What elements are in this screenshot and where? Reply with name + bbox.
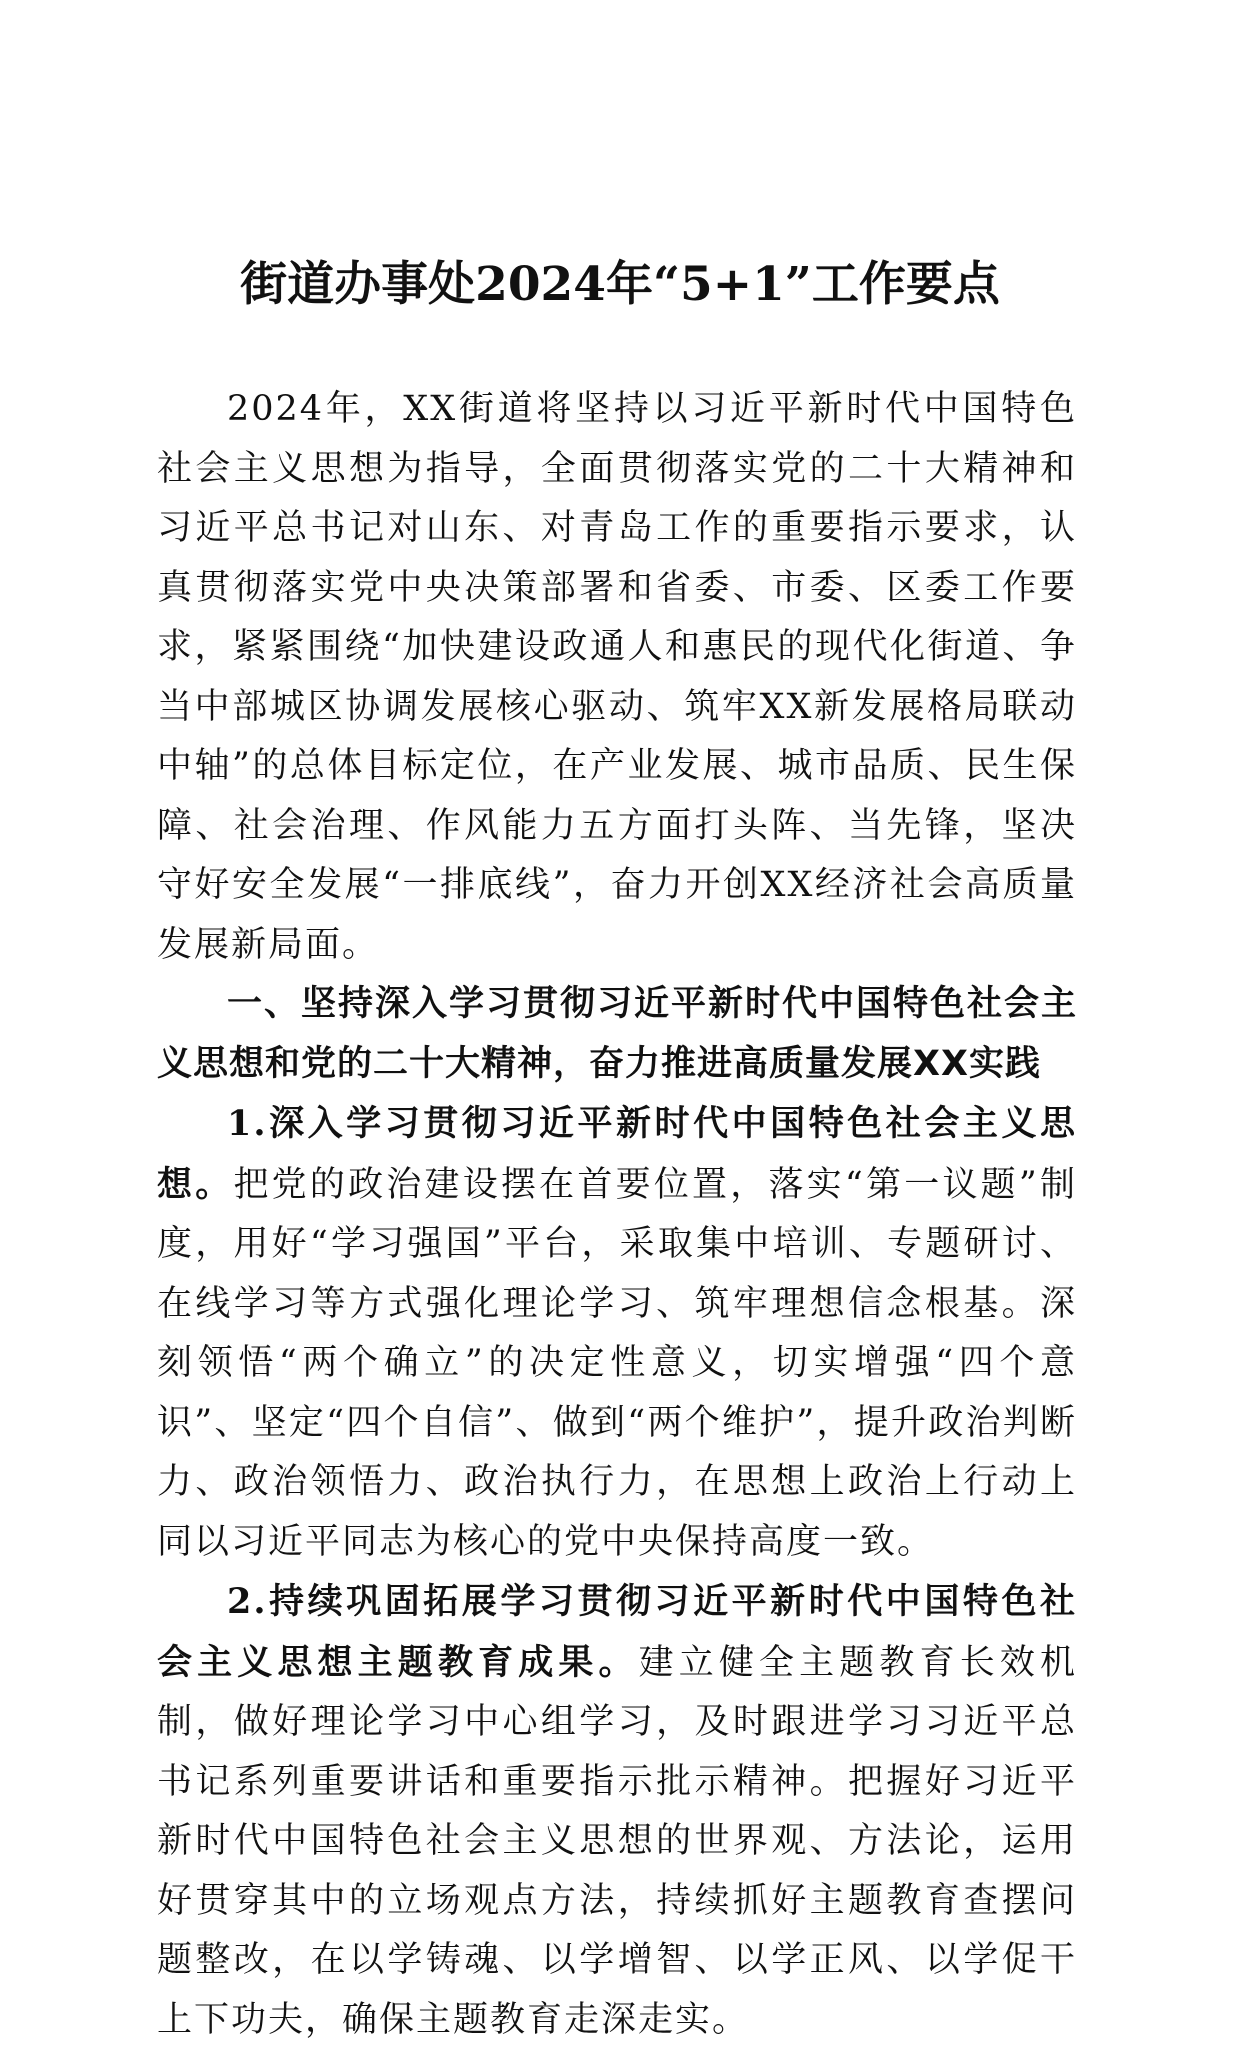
item-text-2: 建立健全主题教育长效机制，做好理论学习中心组学习，及时跟进学习习近平总书记系列重要讲话和重要指示批示精神。把握好习近平新时代中国特色社会主义思想的世界观、方法论，运用好贯穿其中的立场观点方法，持续抓好主题教育查摆问题整改，在以学铸魂、以学增智、以学正风、以学促干上下功夫，确保主题教育走深走实。: [157, 1642, 1077, 2040]
intro-paragraph: 2024年，XX街道将坚持以习近平新时代中国特色社会主义思想为指导，全面贯彻落实党的二十大精神和习近平总书记对山东、对青岛工作的重要指示要求，认真贯彻落实党中央决策部署和省委、市委、区委工作要求，紧紧围绕“加快建设政通人和惠民的现代化街道、争当中部城区协调发展核心驱动、筑牢XX新发展格局联动中轴”的总体目标定位，在产业发展、城市品质、民生保障、社会治理、作风能力五方面打头阵、当先锋，坚决守好安全发展“一排底线”，奋力开创XX经济社会高质量发展新局面。: [157, 389, 1077, 965]
item-heading-1: 1.深入学习贯彻习近平新时代中国特色社会主义思想。: [157, 1103, 1077, 1205]
document-body: [157, 380, 1077, 2050]
section-heading-1: 一、坚持深入学习贯彻习近平新时代中国特色社会主义思想和党的二十大精神，奋力推进高质量发展XX实践: [157, 984, 1077, 1084]
document-title: 街道办事处2024年“5+1”工作要点: [240, 257, 1000, 312]
item-paragraph-2: [157, 1572, 1077, 2050]
item-heading-2: 2.持续巩固拓展学习贯彻习近平新时代中国特色社会主义思想主题教育成果。: [157, 1581, 1077, 1683]
item-text-1: 把党的政治建设摆在首要位置，落实“第一议题”制度，用好“学习强国”平台，采取集中培训、专题研讨、在线学习等方式强化理论学习、筑牢理想信念根基。深刻领悟“两个确立”的决定性意义，切实增强“四个意识”、坚定“四个自信”、做到“两个维护”，提升政治判断力、政治领悟力、政治执行力，在思想上政治上行动上同以习近平同志为核心的党中央保持高度一致。: [157, 1164, 1077, 1562]
item-paragraph-1: [157, 1094, 1077, 1572]
